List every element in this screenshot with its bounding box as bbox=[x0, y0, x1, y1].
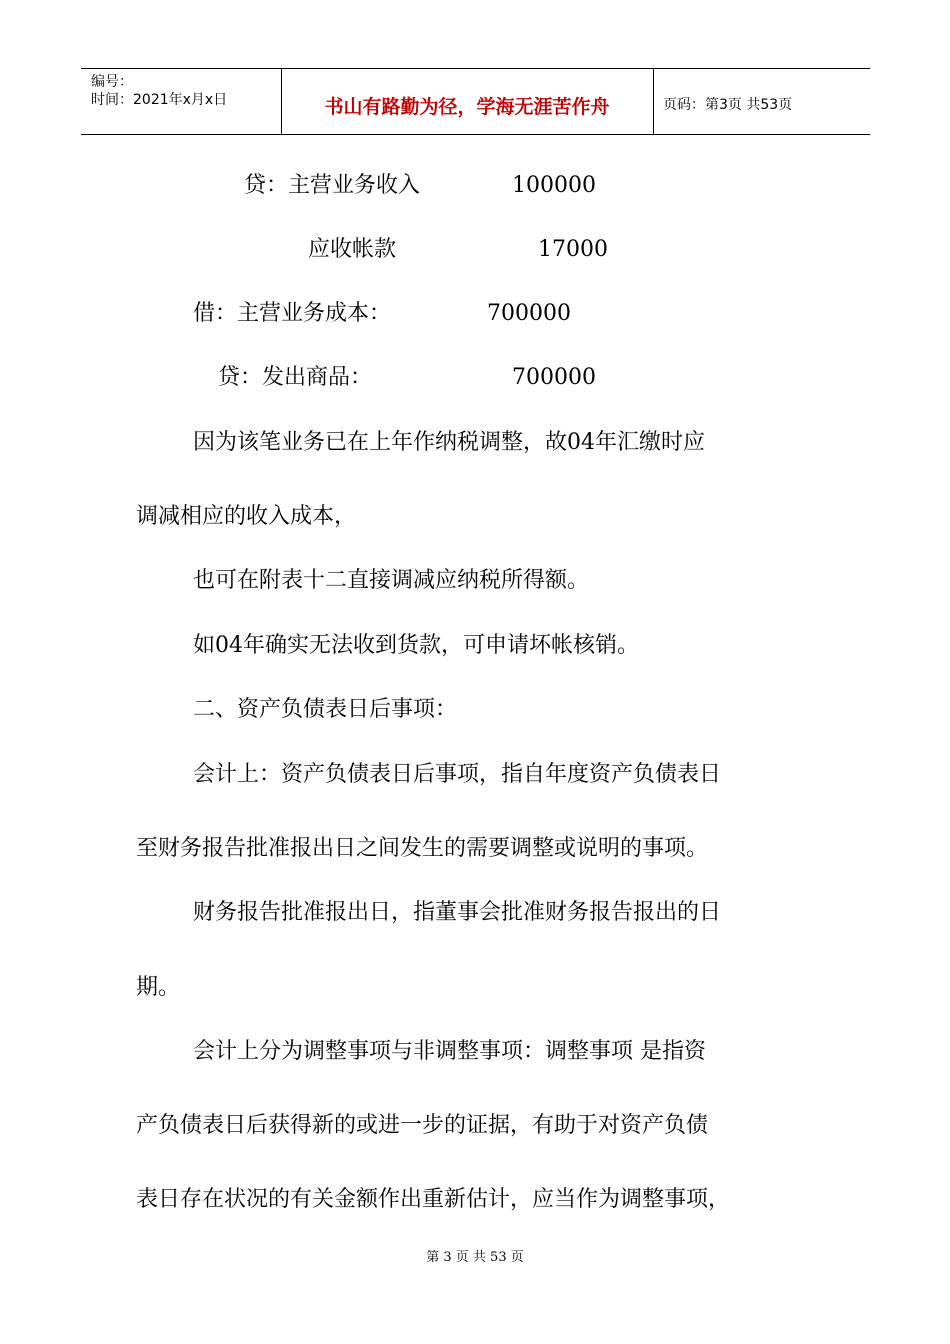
entry-label: 应收帐款 bbox=[308, 237, 397, 262]
entry-label: 贷：发出商品： bbox=[218, 365, 373, 390]
body-line: 财务报告批准报出日，指董事会批准财务报告报出的日 bbox=[193, 900, 722, 925]
body-line: 调减相应的收入成本， bbox=[136, 504, 357, 529]
entry-label: 借：主营业务成本： bbox=[193, 301, 392, 326]
body-line: 因为该笔业务已在上年作纳税调整，故04年汇缴时应 bbox=[193, 430, 705, 455]
header-info-cell bbox=[81, 69, 282, 134]
document-date: 时间：2021年x月x日 bbox=[91, 92, 228, 108]
entry-amount: 700000 bbox=[487, 301, 571, 326]
body-line: 表日存在状况的有关金额作出重新估计，应当作为调整事项， bbox=[136, 1187, 731, 1212]
header-motto-cell bbox=[281, 69, 654, 134]
entry-amount: 100000 bbox=[512, 173, 596, 198]
body-line: 会计上：资产负债表日后事项，指自年度资产负债表日 bbox=[193, 762, 722, 787]
entry-amount: 17000 bbox=[538, 237, 608, 262]
header-page-cell bbox=[653, 69, 870, 134]
body-line: 会计上分为调整事项与非调整事项：调整事项 是指资 bbox=[193, 1039, 706, 1064]
page-header bbox=[81, 68, 870, 135]
entry-label: 贷：主营业务收入 bbox=[244, 173, 421, 198]
document-number: 编号： bbox=[91, 74, 133, 90]
body-line: 也可在附表十二直接调减应纳税所得额。 bbox=[193, 568, 590, 593]
entry-amount: 700000 bbox=[512, 365, 596, 390]
page-footer: 第 3 页 共 53 页 bbox=[426, 1250, 524, 1265]
body-line: 期。 bbox=[136, 975, 181, 1000]
body-line: 产负债表日后获得新的或进一步的证据，有助于对资产负债 bbox=[136, 1113, 709, 1138]
header-page-number: 页码：第3页 共53页 bbox=[663, 97, 793, 113]
body-line: 至财务报告批准报出日之间发生的需要调整或说明的事项。 bbox=[136, 836, 709, 861]
body-line: 如04年确实无法收到货款，可申请坏帐核销。 bbox=[193, 633, 639, 658]
header-motto: 书山有路勤为径，学海无涯苦作舟 bbox=[324, 96, 610, 118]
section-heading: 二、资产负债表日后事项： bbox=[193, 697, 458, 722]
